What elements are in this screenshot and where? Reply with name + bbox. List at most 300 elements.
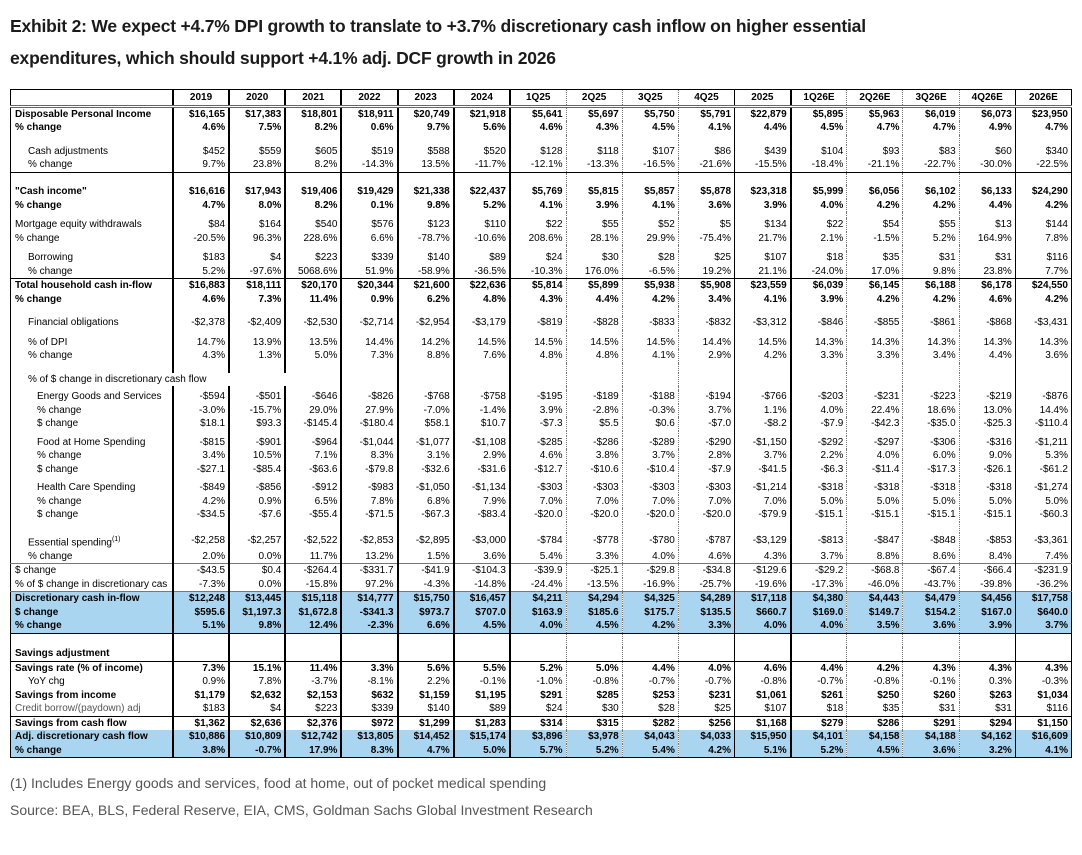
table-cell: 9.0% — [959, 449, 1015, 463]
spacer-cell — [229, 363, 285, 373]
table-row — [11, 689, 1072, 703]
table-cell: -$26.1 — [959, 463, 1015, 477]
table-cell: 5.2% — [566, 744, 622, 758]
table-cell: $291 — [510, 689, 566, 703]
table-cell: 7.0% — [510, 495, 566, 509]
table-row — [11, 564, 1072, 578]
table-cell: $107 — [735, 702, 791, 716]
row-label — [11, 436, 173, 450]
table-cell: -18.4% — [791, 158, 847, 172]
table-cell: $263 — [959, 689, 1015, 703]
table-cell: $973.7 — [398, 606, 454, 620]
table-cell: $28 — [622, 702, 678, 716]
table-cell: 8.2% — [285, 199, 341, 213]
table-cell: 4.2% — [735, 349, 791, 363]
table-cell: -36.2% — [1036, 578, 1068, 590]
table-row — [11, 730, 1072, 744]
table-cell: 4.8% — [510, 349, 566, 363]
table-cell: -25.7% — [678, 578, 734, 592]
row-label-text: $ change — [37, 418, 79, 430]
table-cell: 6.6% — [398, 619, 454, 633]
table-cell: $30 — [566, 702, 622, 716]
table-header-row — [11, 89, 1072, 106]
table-cell: -$10.4 — [622, 463, 678, 477]
table-cell: 17.0% — [847, 265, 903, 279]
row-label — [11, 390, 173, 404]
row-label-text: % change — [37, 404, 82, 416]
spacer-cell — [678, 306, 734, 316]
table-cell: $5,878 — [678, 185, 734, 199]
table-cell: 7.6% — [454, 349, 510, 363]
table-cell: -78.7% — [398, 232, 454, 246]
table-cell: 51.9% — [341, 265, 397, 279]
table-cell: $5,697 — [566, 106, 622, 121]
table-cell: $86 — [678, 145, 734, 159]
table-cell: -2.8% — [566, 404, 622, 418]
table-cell: 5.1% — [735, 744, 791, 758]
table-cell: 4.1% — [622, 199, 678, 213]
table-cell: -$83.4 — [454, 508, 510, 522]
table-cell: $30 — [566, 251, 622, 265]
table-cell: -$7.0 — [678, 417, 734, 431]
table-cell: 5.0% — [959, 495, 1015, 509]
row-label — [11, 463, 173, 477]
table-cell: $24 — [510, 251, 566, 265]
column-header-2021: 2021 — [285, 89, 341, 106]
table-cell: -39.8% — [959, 578, 1015, 592]
table-cell: $1,034 — [1037, 689, 1068, 701]
table-cell — [341, 647, 397, 661]
table-cell: $4,380 — [791, 592, 847, 606]
table-cell: -$32.6 — [398, 463, 454, 477]
table-cell: 10.5% — [229, 449, 285, 463]
row-label-text: Financial obligations — [28, 317, 119, 329]
table-cell: 19.2% — [678, 265, 734, 279]
table-cell — [622, 647, 678, 661]
table-cell: -21.1% — [847, 158, 903, 172]
table-cell: $1,197.3 — [229, 606, 285, 620]
table-cell: $23,318 — [735, 185, 791, 199]
table-cell — [903, 373, 959, 387]
table-cell — [1015, 647, 1071, 661]
table-cell: 4.1% — [1015, 744, 1071, 758]
exhibit-title-line2: expenditures, which should support +4.1% adj. DCF growth in 2026 — [10, 48, 556, 69]
table-cell: 4.6% — [173, 121, 229, 135]
table-cell: -$3,000 — [454, 533, 510, 550]
table-cell: -0.8% — [566, 675, 622, 689]
table-cell: -$3,129 — [735, 533, 791, 550]
table-row — [11, 232, 1072, 246]
table-cell: $260 — [903, 689, 959, 703]
table-cell: 2.2% — [791, 449, 847, 463]
spacer-cell — [229, 306, 285, 316]
table-cell — [622, 373, 678, 387]
table-cell: $19,429 — [341, 185, 397, 199]
table-cell: $5,895 — [791, 106, 847, 121]
table-cell: $107 — [735, 251, 791, 265]
table-cell: 8.3% — [341, 744, 397, 758]
table-cell: $1,299 — [398, 716, 454, 730]
spacer-cell — [566, 633, 622, 647]
spacer-cell — [454, 363, 510, 373]
row-label-text: "Cash income" — [15, 186, 87, 198]
row-label — [11, 106, 173, 121]
table-cell: -0.7% — [678, 675, 734, 689]
table-cell: -$7.9 — [678, 463, 734, 477]
table-cell: $110 — [454, 218, 510, 232]
spacer-row — [11, 135, 1072, 145]
table-cell: 3.1% — [398, 449, 454, 463]
table-cell: -$1,108 — [454, 436, 510, 450]
table-cell: $140 — [398, 251, 454, 265]
table-cell: 4.1% — [735, 293, 791, 307]
row-label — [11, 251, 173, 265]
row-label — [11, 606, 173, 620]
table-cell: -$180.4 — [341, 417, 397, 431]
row-label-text: $ change — [15, 565, 57, 577]
table-cell: 4.5% — [791, 121, 847, 135]
table-cell: 4.3% — [566, 121, 622, 135]
table-cell: 3.7% — [1015, 619, 1071, 633]
table-cell: $520 — [454, 145, 510, 159]
spacer-cell — [398, 522, 454, 533]
table-cell: -$8.2 — [735, 417, 791, 431]
table-cell: 5.0% — [566, 661, 622, 675]
spacer-cell — [173, 633, 229, 647]
table-cell: 4.5% — [622, 121, 678, 135]
table-row — [11, 316, 1072, 330]
spacer-row — [11, 633, 1072, 647]
table-cell: 14.5% — [622, 336, 678, 350]
table-row — [11, 647, 1072, 661]
table-cell: $0.6 — [622, 417, 678, 431]
spacer-cell — [622, 363, 678, 373]
spacer-cell — [959, 172, 1015, 185]
table-cell: 7.5% — [229, 121, 285, 135]
table-cell: 4.3% — [959, 661, 1015, 675]
row-label — [11, 232, 173, 246]
spacer-cell — [285, 633, 341, 647]
spacer-cell — [566, 363, 622, 373]
table-cell: $6,178 — [959, 279, 1015, 293]
table-cell: 5.5% — [454, 661, 510, 675]
table-cell: $6,102 — [903, 185, 959, 199]
table-cell: -13.3% — [566, 158, 622, 172]
table-cell: -$1,274 — [1034, 482, 1068, 494]
table-cell: 4.4% — [959, 349, 1015, 363]
column-header-3Q25: 3Q25 — [622, 89, 678, 106]
spacer-cell — [229, 633, 285, 647]
table-cell: $18.1 — [173, 417, 229, 431]
table-cell: 5.0% — [903, 495, 959, 509]
column-header-1Q26E: 1Q26E — [791, 89, 847, 106]
table-cell: $5,963 — [847, 106, 903, 121]
table-cell: $5,791 — [678, 106, 734, 121]
table-cell: $107 — [622, 145, 678, 159]
row-label-text: $ change — [37, 509, 79, 521]
table-cell: -$264.4 — [285, 564, 341, 578]
table-cell: -17.3% — [791, 578, 847, 592]
table-row — [11, 436, 1072, 450]
table-cell: -$2,409 — [229, 316, 285, 330]
table-cell: -6.5% — [622, 265, 678, 279]
table-cell: 7.3% — [229, 293, 285, 307]
table-cell: 14.3% — [903, 336, 959, 350]
table-cell: -0.8% — [847, 675, 903, 689]
row-label-text: Savings rate (% of income) — [15, 662, 143, 674]
table-cell: 5.0% — [791, 495, 847, 509]
table-cell: -$846 — [791, 316, 847, 330]
table-cell: -$29.2 — [791, 564, 847, 578]
column-header-2Q25: 2Q25 — [566, 89, 622, 106]
table-cell: $14,777 — [341, 592, 397, 606]
column-header-3Q26E: 3Q26E — [903, 89, 959, 106]
table-row — [11, 349, 1072, 363]
table-cell: -$292 — [791, 436, 847, 450]
table-cell: $18,911 — [341, 106, 397, 121]
table-cell: 7.0% — [735, 495, 791, 509]
spacer-cell — [903, 306, 959, 316]
footnote: (1) Includes Energy goods and services, food at home, out of pocket medical spending — [10, 775, 547, 792]
table-cell: -15.8% — [285, 578, 341, 592]
table-cell: $12,248 — [173, 592, 229, 606]
table-cell: -$7.3 — [510, 417, 566, 431]
table-cell: -43.7% — [903, 578, 959, 592]
table-cell: 0.0% — [229, 550, 285, 564]
table-cell: 4.2% — [1045, 199, 1068, 211]
table-cell: $55 — [903, 218, 959, 232]
table-row — [11, 404, 1072, 418]
table-cell: 0.9% — [173, 675, 229, 689]
exhibit-title — [10, 10, 1072, 75]
row-label-text: % change — [37, 450, 82, 462]
table-cell: 7.1% — [285, 449, 341, 463]
table-cell — [735, 373, 791, 387]
table-cell: $282 — [622, 716, 678, 730]
row-label — [11, 336, 173, 350]
table-cell: $339 — [341, 251, 397, 265]
table-cell: -$784 — [510, 533, 566, 550]
table-cell: 3.9% — [510, 404, 566, 418]
table-cell: $1,672.8 — [285, 606, 341, 620]
table-cell: -$1,077 — [398, 436, 454, 450]
spacer-cell — [791, 172, 847, 185]
table-cell — [903, 647, 959, 661]
table-cell: $23,950 — [1031, 108, 1068, 120]
table-cell: -0.3% — [1041, 676, 1068, 688]
table-cell: $4,162 — [959, 730, 1015, 744]
table-cell: 4.9% — [959, 121, 1015, 135]
table-cell: 2.1% — [791, 232, 847, 246]
spacer-cell — [341, 306, 397, 316]
table-cell: -$912 — [285, 481, 341, 495]
table-cell: $12,742 — [285, 730, 341, 744]
table-cell: -11.7% — [454, 158, 510, 172]
table-cell: 96.3% — [229, 232, 285, 246]
table-row — [11, 675, 1072, 689]
table-row — [11, 251, 1072, 265]
table-row — [11, 716, 1072, 730]
table-cell: 13.5% — [285, 336, 341, 350]
table-cell: $18,801 — [285, 106, 341, 121]
table-cell: 4.4% — [959, 199, 1015, 213]
row-label — [11, 592, 173, 606]
table-cell: $707.0 — [454, 606, 510, 620]
table-cell: $21,338 — [398, 185, 454, 199]
spacer-row — [11, 522, 1072, 533]
table-cell: 208.6% — [510, 232, 566, 246]
table-cell: -$847 — [847, 533, 903, 550]
table-row — [11, 417, 1072, 431]
table-cell: $104 — [791, 145, 847, 159]
table-cell: $35 — [847, 702, 903, 716]
table-cell: -$10.6 — [566, 463, 622, 477]
table-cell — [566, 647, 622, 661]
table-cell: 7.0% — [566, 495, 622, 509]
table-cell: $17,758 — [1015, 592, 1071, 606]
table-row — [11, 218, 1072, 232]
table-cell: $314 — [510, 716, 566, 730]
table-cell: 14.5% — [566, 336, 622, 350]
row-label-text: Savings from cash flow — [15, 717, 127, 729]
spacer-cell — [735, 135, 791, 145]
table-cell: -$1,050 — [398, 481, 454, 495]
table-cell: $18 — [791, 702, 847, 716]
row-label — [11, 647, 173, 661]
spacer-cell — [1015, 306, 1071, 316]
table-cell: -$290 — [678, 436, 734, 450]
table-cell: -$34.5 — [173, 508, 229, 522]
table-cell: 29.0% — [285, 404, 341, 418]
table-cell: 2.9% — [678, 349, 734, 363]
table-cell: $10,809 — [229, 730, 285, 744]
table-cell: -$20.0 — [510, 508, 566, 522]
table-cell: $128 — [510, 145, 566, 159]
table-cell: -$833 — [622, 316, 678, 330]
table-cell: -$2,257 — [229, 533, 285, 550]
spacer-cell — [791, 633, 847, 647]
table-cell — [454, 373, 510, 387]
table-cell: $223 — [285, 702, 341, 716]
table-cell — [173, 647, 229, 661]
row-label-text: % change — [15, 744, 62, 756]
table-cell: 3.5% — [847, 619, 903, 633]
spacer-cell — [454, 522, 510, 533]
spacer-cell — [622, 522, 678, 533]
table-cell: -$3,431 — [1034, 317, 1068, 329]
table-cell: -$318 — [959, 481, 1015, 495]
table-cell: -$71.5 — [341, 508, 397, 522]
table-cell: 5.2% — [510, 661, 566, 675]
table-cell: 5.1% — [173, 619, 229, 633]
table-cell: -$110.4 — [1034, 418, 1068, 430]
table-cell: -$306 — [903, 436, 959, 450]
table-cell: 7.8% — [229, 675, 285, 689]
row-label-text: Essential spending — [28, 537, 112, 549]
table-cell: $144 — [1045, 219, 1068, 231]
table-cell: 4.3% — [173, 349, 229, 363]
table-cell: -$3,312 — [735, 316, 791, 330]
table-cell — [678, 373, 734, 387]
table-cell: $452 — [173, 145, 229, 159]
table-cell: 12.4% — [285, 619, 341, 633]
spacer-cell — [847, 522, 903, 533]
table-cell: $149.7 — [847, 606, 903, 620]
spacer-cell — [398, 306, 454, 316]
row-label — [11, 730, 173, 744]
table-cell: 4.1% — [510, 199, 566, 213]
table-cell: $250 — [847, 689, 903, 703]
row-label — [11, 689, 173, 703]
table-cell: 5.0% — [847, 495, 903, 509]
table-cell: 9.7% — [173, 158, 229, 172]
table-cell: -$7.9 — [791, 417, 847, 431]
table-cell: $28 — [622, 251, 678, 265]
table-cell: 3.7% — [735, 449, 791, 463]
table-cell: -$2,378 — [173, 316, 229, 330]
table-cell: -$828 — [566, 316, 622, 330]
table-row — [11, 145, 1072, 159]
table-cell: 3.4% — [903, 349, 959, 363]
table-cell: -15.5% — [735, 158, 791, 172]
table-cell: -$868 — [959, 316, 1015, 330]
table-cell: -$856 — [229, 481, 285, 495]
table-cell: 23.8% — [229, 158, 285, 172]
spacer-cell — [566, 172, 622, 185]
table-row — [11, 619, 1072, 633]
column-header-2Q26E: 2Q26E — [847, 89, 903, 106]
column-header-4Q25: 4Q25 — [678, 89, 734, 106]
row-label — [11, 373, 286, 387]
table-cell: 2.2% — [398, 675, 454, 689]
table-cell: 22.4% — [847, 404, 903, 418]
table-cell: $16,457 — [454, 592, 510, 606]
row-label-text: % of $ change in discretionary cas — [15, 578, 168, 590]
table-cell: -$285 — [510, 436, 566, 450]
table-cell: $123 — [398, 218, 454, 232]
table-cell: 21.1% — [735, 265, 791, 279]
spacer-cell — [341, 363, 397, 373]
table-cell: -$11.4 — [847, 463, 903, 477]
table-cell: 4.7% — [398, 744, 454, 758]
table-cell: $167.0 — [959, 606, 1015, 620]
table-cell: 4.0% — [791, 404, 847, 418]
spacer-cell — [1015, 633, 1071, 647]
row-label — [11, 564, 173, 578]
table-cell: -$15.1 — [903, 508, 959, 522]
spacer-row — [11, 363, 1072, 373]
table-cell: $2,153 — [285, 689, 341, 703]
spacer-cell — [229, 135, 285, 145]
table-cell: 4.5% — [454, 619, 510, 633]
spacer-cell — [678, 135, 734, 145]
table-cell: $1,159 — [398, 689, 454, 703]
table-cell: 4.6% — [173, 293, 229, 307]
table-cell: 7.9% — [454, 495, 510, 509]
table-cell: $5 — [678, 218, 734, 232]
table-cell — [229, 647, 285, 661]
table-cell: -$2,530 — [285, 316, 341, 330]
table-cell: $3,896 — [510, 730, 566, 744]
table-cell — [959, 647, 1015, 661]
table-cell: 8.8% — [847, 550, 903, 564]
row-label — [11, 675, 173, 689]
spacer-cell — [1015, 172, 1071, 185]
spacer-cell — [341, 633, 397, 647]
spacer-cell — [678, 172, 734, 185]
table-cell: $15,750 — [398, 592, 454, 606]
table-cell: 4.4% — [735, 121, 791, 135]
